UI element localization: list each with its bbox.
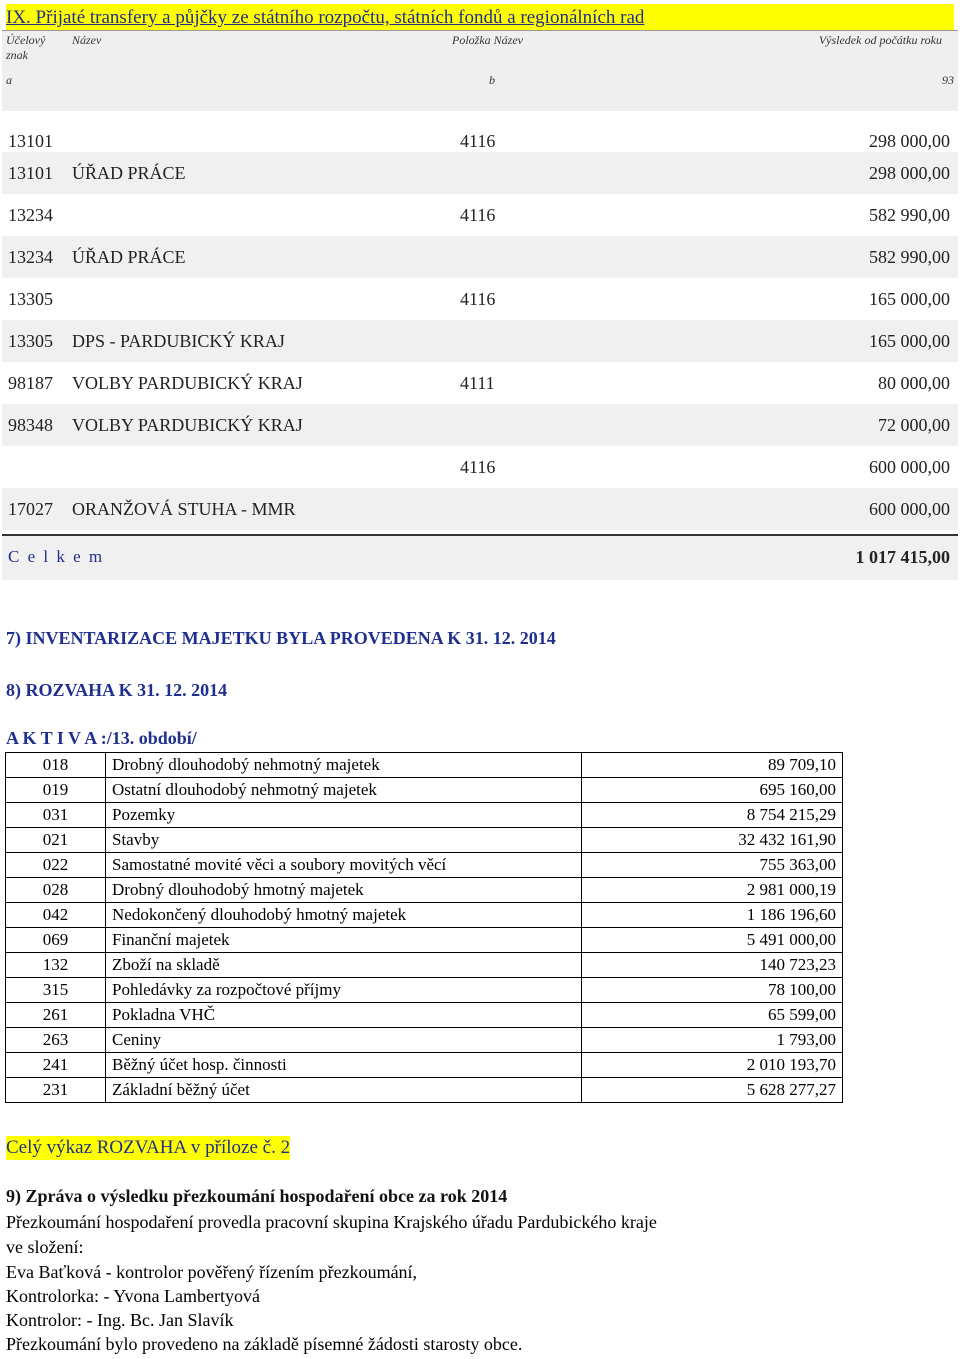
table-row xyxy=(6,1053,843,1078)
row-value: 165 000,00 xyxy=(869,289,950,309)
total-value: 1 017 415,00 xyxy=(855,547,950,567)
row-code: 13101 xyxy=(8,131,53,151)
asset-name: Ostatní dlouhodobý nehmotný majetek xyxy=(106,778,582,803)
row-item: 4111 xyxy=(460,373,495,393)
asset-code: 315 xyxy=(6,978,106,1003)
table-row xyxy=(2,320,958,362)
asset-code: 042 xyxy=(6,903,106,928)
asset-name: Samostatné movité věci a soubory movitých věcí xyxy=(106,853,582,878)
audit-line: Přezkoumání hospodaření provedla pracovní skupina Krajského úřadu Pardubického kraje xyxy=(6,1212,657,1232)
header-code: Účelový znak xyxy=(6,33,46,62)
asset-code: 022 xyxy=(6,853,106,878)
header-sub-a: a xyxy=(6,73,12,87)
table-row xyxy=(2,404,958,446)
row-item: 4116 xyxy=(460,457,496,477)
table-row xyxy=(2,194,958,236)
row-value: 80 000,00 xyxy=(878,373,950,393)
row-name: ÚŘAD PRÁCE xyxy=(72,247,186,267)
row-value: 298 000,00 xyxy=(869,163,950,183)
table-row xyxy=(2,362,958,404)
row-name: ÚŘAD PRÁCE xyxy=(72,163,186,183)
row-code: 13305 xyxy=(8,331,53,351)
table-row xyxy=(6,878,843,903)
row-value: 600 000,00 xyxy=(869,457,950,477)
assets-table xyxy=(5,752,843,1103)
audit-line: Eva Baťková - kontrolor pověřený řízením přezkoumání, xyxy=(6,1262,418,1282)
header-sub-93: 93 xyxy=(942,73,954,87)
assets-label: A K T I V A :/13. období/ xyxy=(6,728,197,748)
row-code: 17027 xyxy=(8,499,53,519)
asset-name: Drobný dlouhodobý hmotný majetek xyxy=(106,878,582,903)
asset-value: 2 981 000,19 xyxy=(582,878,843,903)
total-row xyxy=(2,534,958,580)
balance-note: Celý výkaz ROZVAHA v příloze č. 2 xyxy=(6,1137,291,1158)
table-row xyxy=(6,978,843,1003)
table-row xyxy=(6,953,843,978)
asset-name: Drobný dlouhodobý nehmotný majetek xyxy=(106,753,582,778)
asset-value: 2 010 193,70 xyxy=(582,1053,843,1078)
row-item: 4116 xyxy=(460,131,496,151)
table-row xyxy=(6,803,843,828)
row-code: 98187 xyxy=(8,373,53,393)
balance-heading: 8) ROZVAHA K 31. 12. 2014 xyxy=(6,680,228,700)
audit-line: Kontrolorka: - Yvona Lambertyová xyxy=(6,1286,260,1306)
row-value: 298 000,00 xyxy=(869,131,950,151)
header-name: Název xyxy=(72,33,102,47)
header-result: Výsledek od počátku roku xyxy=(818,33,942,47)
row-value: 72 000,00 xyxy=(878,415,950,435)
audit-heading: 9) Zpráva o výsledku přezkoumání hospodaření obce za rok 2014 xyxy=(6,1186,508,1206)
asset-value: 89 709,10 xyxy=(582,753,843,778)
asset-value: 695 160,00 xyxy=(582,778,843,803)
asset-name: Stavby xyxy=(106,828,582,853)
asset-name: Nedokončený dlouhodobý hmotný majetek xyxy=(106,903,582,928)
asset-value: 5 628 277,27 xyxy=(582,1078,843,1103)
table-row xyxy=(6,903,843,928)
row-value: 582 990,00 xyxy=(869,205,950,225)
table-row xyxy=(2,236,958,278)
asset-code: 231 xyxy=(6,1078,106,1103)
asset-value: 8 754 215,29 xyxy=(582,803,843,828)
row-value: 165 000,00 xyxy=(869,331,950,351)
asset-value: 78 100,00 xyxy=(582,978,843,1003)
row-code: 13305 xyxy=(8,289,53,309)
asset-value: 1 186 196,60 xyxy=(582,903,843,928)
row-name: VOLBY PARDUBICKÝ KRAJ xyxy=(72,415,303,435)
asset-code: 018 xyxy=(6,753,106,778)
asset-name: Pozemky xyxy=(106,803,582,828)
row-value: 600 000,00 xyxy=(869,499,950,519)
asset-value: 32 432 161,90 xyxy=(582,828,843,853)
asset-code: 132 xyxy=(6,953,106,978)
asset-name: Zboží na skladě xyxy=(106,953,582,978)
asset-name: Finanční majetek xyxy=(106,928,582,953)
total-label: C e l k e m xyxy=(8,547,105,566)
header-item: Položka Název xyxy=(452,33,523,47)
asset-name: Základní běžný účet xyxy=(106,1078,582,1103)
row-name: VOLBY PARDUBICKÝ KRAJ xyxy=(72,373,303,393)
table-row xyxy=(2,152,958,194)
asset-code: 261 xyxy=(6,1003,106,1028)
row-code: 13234 xyxy=(8,205,53,225)
table-row xyxy=(6,778,843,803)
table-row xyxy=(6,1003,843,1028)
row-item: 4116 xyxy=(460,289,496,309)
header-sub-b: b xyxy=(489,73,495,87)
asset-value: 140 723,23 xyxy=(582,953,843,978)
table-row xyxy=(6,853,843,878)
row-name: DPS - PARDUBICKÝ KRAJ xyxy=(72,331,285,351)
table-row xyxy=(6,928,843,953)
inventory-heading: 7) INVENTARIZACE MAJETKU BYLA PROVEDENA K 31. 12. 2014 xyxy=(6,628,556,648)
asset-name: Běžný účet hosp. činnosti xyxy=(106,1053,582,1078)
asset-name: Ceniny xyxy=(106,1028,582,1053)
table-row xyxy=(6,1078,843,1103)
row-name: ORANŽOVÁ STUHA - MMR xyxy=(72,499,296,519)
asset-code: 031 xyxy=(6,803,106,828)
asset-value: 755 363,00 xyxy=(582,853,843,878)
row-item: 4116 xyxy=(460,205,496,225)
table-row xyxy=(6,1028,843,1053)
asset-code: 263 xyxy=(6,1028,106,1053)
table-row xyxy=(2,446,958,488)
row-code: 13234 xyxy=(8,247,53,267)
section-ix-title: IX. Přijaté transfery a půjčky ze státního rozpočtu, státních fondů a regionálních rad xyxy=(6,4,954,32)
row-code: 13101 xyxy=(8,163,53,183)
row-code: 98348 xyxy=(8,415,53,435)
table-row xyxy=(2,488,958,530)
asset-code: 241 xyxy=(6,1053,106,1078)
audit-line: ve složení: xyxy=(6,1237,84,1257)
asset-code: 021 xyxy=(6,828,106,853)
row-value: 582 990,00 xyxy=(869,247,950,267)
audit-line: Kontrolor: - Ing. Bc. Jan Slavík xyxy=(6,1310,234,1330)
asset-name: Pokladna VHČ xyxy=(106,1003,582,1028)
asset-name: Pohledávky za rozpočtové příjmy xyxy=(106,978,582,1003)
audit-line: Přezkoumání bylo provedeno na základě písemné žádosti starosty obce. xyxy=(6,1334,523,1354)
asset-code: 019 xyxy=(6,778,106,803)
asset-code: 069 xyxy=(6,928,106,953)
asset-value: 5 491 000,00 xyxy=(582,928,843,953)
asset-code: 028 xyxy=(6,878,106,903)
table-row xyxy=(6,828,843,853)
transfers-table-header xyxy=(2,30,958,111)
asset-value: 1 793,00 xyxy=(582,1028,843,1053)
table-row xyxy=(2,278,958,320)
asset-value: 65 599,00 xyxy=(582,1003,843,1028)
table-row xyxy=(6,753,843,778)
